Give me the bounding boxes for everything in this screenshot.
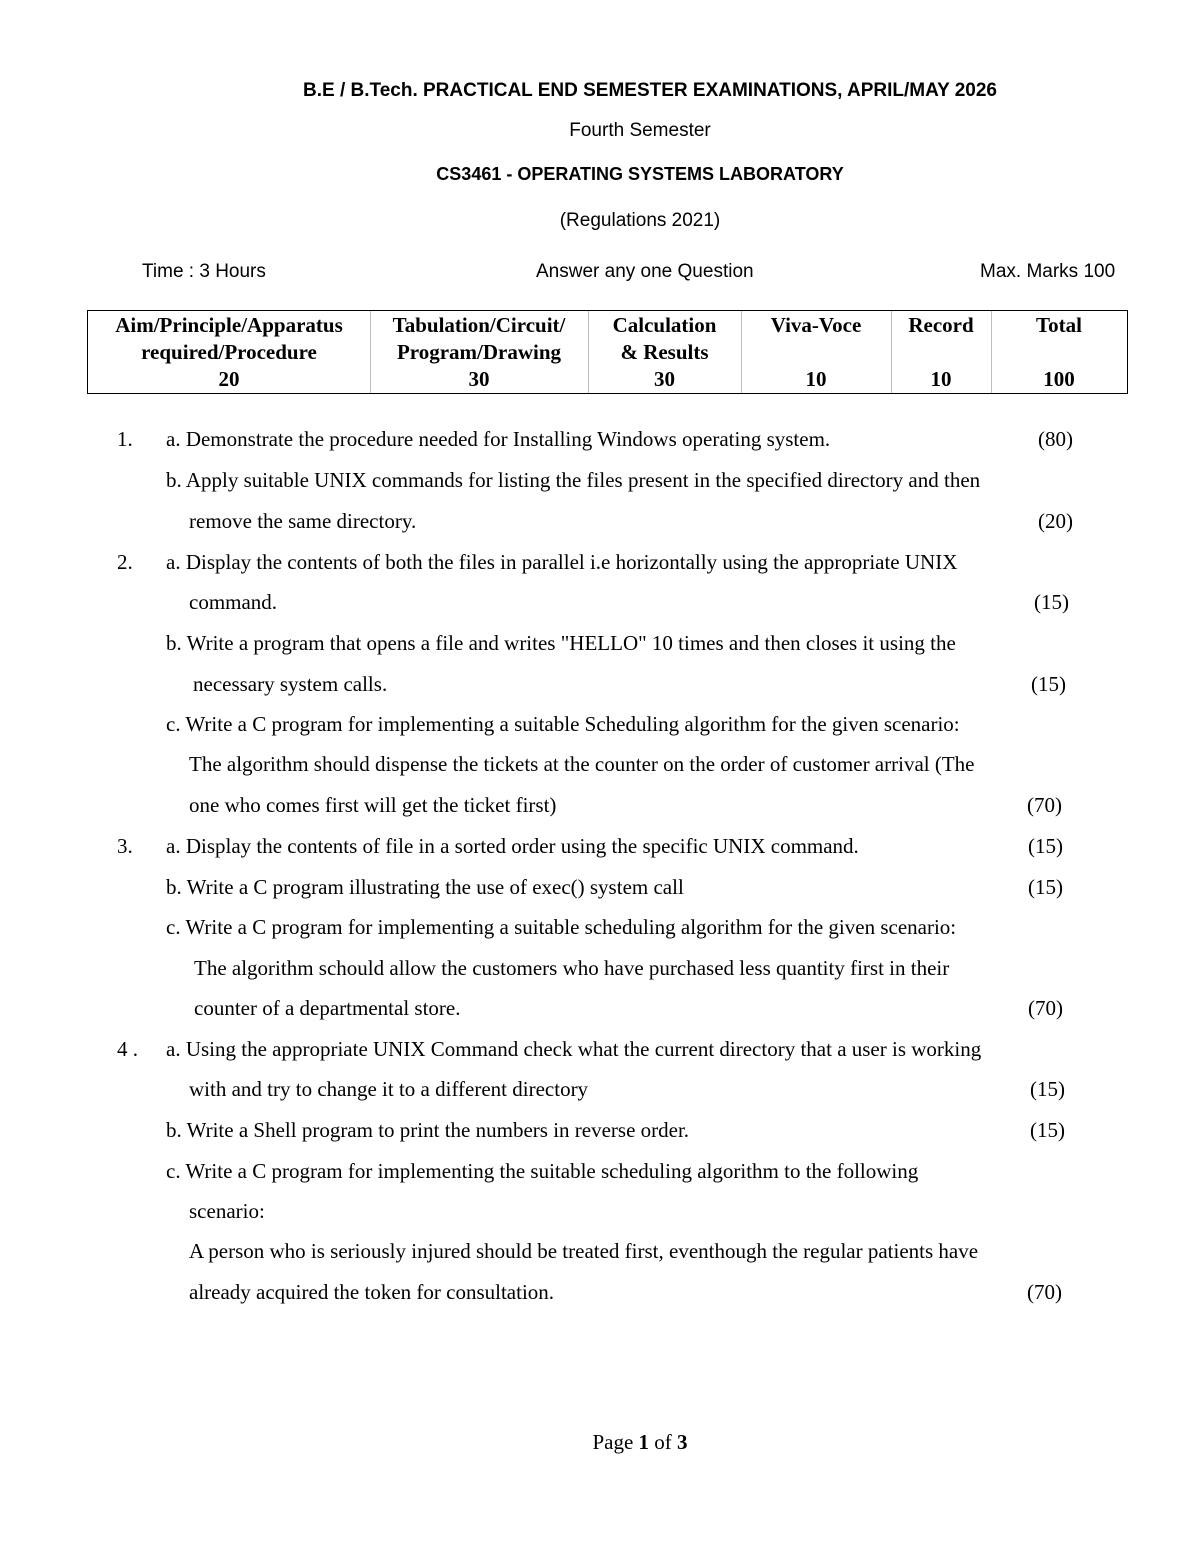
marks-column-value: 30 xyxy=(654,367,675,391)
question-marks: (70) xyxy=(1027,793,1062,817)
marks-column-heading: Total xyxy=(1036,313,1082,337)
question-text: b. Write a program that opens a file and writes "HELLO" 10 times and then closes it using the xyxy=(166,631,956,655)
total-pages-number: 3 xyxy=(677,1430,688,1454)
marks-column-viva xyxy=(741,311,891,393)
semester-label: Fourth Semester xyxy=(569,120,711,141)
question-marks: (15) xyxy=(1031,672,1066,696)
question-text: c. Write a C program for implementing the suitable scheduling algorithm to the following xyxy=(166,1159,919,1183)
question-marks: (20) xyxy=(1038,509,1073,533)
marks-distribution-table xyxy=(87,310,1128,394)
question-text: The algorithm schould allow the customers who have purchased less quantity first in their xyxy=(194,956,950,980)
marks-column-heading: Aim/Principle/Apparatus required/Procedure xyxy=(115,313,343,364)
question-text: necessary system calls. xyxy=(193,672,388,696)
question-text: a. Demonstrate the procedure needed for Installing Windows operating system. xyxy=(166,427,831,451)
question-marks: (15) xyxy=(1028,875,1063,899)
question-text: already acquired the token for consultation. xyxy=(189,1280,555,1304)
question-marks: (70) xyxy=(1028,996,1063,1020)
question-text: one who comes first will get the ticket first) xyxy=(189,793,557,817)
marks-column-total xyxy=(991,311,1127,393)
marks-column-heading: Tabulation/Circuit/ Program/Drawing xyxy=(392,313,566,364)
question-text: a. Using the appropriate UNIX Command check what the current directory that a user is working xyxy=(166,1037,982,1061)
current-page-number: 1 xyxy=(638,1430,650,1454)
marks-column-value: 100 xyxy=(1043,367,1075,391)
marks-column-value: 20 xyxy=(218,367,240,391)
marks-column-heading: Record xyxy=(908,313,974,337)
question-text: remove the same directory. xyxy=(189,509,417,533)
question-text: command. xyxy=(189,590,278,614)
question-text: b. Write a Shell program to print the numbers in reverse order. xyxy=(166,1118,690,1142)
question-text: c. Write a C program for implementing a suitable Scheduling algorithm for the given scenario: xyxy=(166,712,960,736)
question-number: 1. xyxy=(117,427,133,451)
question-marks: (80) xyxy=(1038,427,1073,451)
marks-column-calculation xyxy=(588,311,741,393)
question-number: 3. xyxy=(117,834,133,858)
question-text: b. Apply suitable UNIX commands for listing the files present in the specified directory and then xyxy=(166,468,981,492)
marks-column-heading: Viva-Voce xyxy=(770,313,862,337)
of-word: of xyxy=(649,1430,678,1454)
max-marks-label: Max. Marks 100 xyxy=(980,261,1116,282)
instruction-label: Answer any one Question xyxy=(536,261,754,282)
question-text: a. Display the contents of file in a sorted order using the specific UNIX command. xyxy=(166,834,859,858)
question-marks: (15) xyxy=(1034,590,1069,614)
question-marks: (15) xyxy=(1030,1077,1065,1101)
question-text: counter of a departmental store. xyxy=(194,996,461,1020)
course-title: CS3461 - OPERATING SYSTEMS LABORATORY xyxy=(436,164,844,184)
marks-column-tabulation xyxy=(370,311,588,393)
question-marks: (15) xyxy=(1028,834,1063,858)
question-marks: (70) xyxy=(1027,1280,1062,1304)
question-number: 4 . xyxy=(117,1037,138,1061)
marks-column-value: 30 xyxy=(468,367,490,391)
time-label: Time : 3 Hours xyxy=(142,261,266,282)
question-text: scenario: xyxy=(189,1199,265,1223)
regulations-label: (Regulations 2021) xyxy=(559,210,721,231)
question-text: The algorithm should dispense the tickets at the counter on the order of customer arrival (The xyxy=(189,752,975,776)
marks-column-aim xyxy=(88,311,370,393)
page-number-footer xyxy=(40,1430,1200,1455)
marks-column-heading: Calculation & Results xyxy=(612,313,717,364)
question-marks: (15) xyxy=(1030,1118,1065,1142)
page-word: Page xyxy=(592,1430,639,1454)
question-number: 2. xyxy=(117,550,133,574)
marks-column-value: 10 xyxy=(805,367,827,391)
exam-title: B.E / B.Tech. PRACTICAL END SEMESTER EXAMINATIONS, APRIL/MAY 2026 xyxy=(303,80,997,101)
question-text: b. Write a C program illustrating the use of exec() system call xyxy=(166,875,684,899)
question-text: with and try to change it to a different directory xyxy=(189,1077,589,1101)
marks-column-value: 10 xyxy=(930,367,952,391)
question-text: a. Display the contents of both the files in parallel i.e horizontally using the appropriate UNIX xyxy=(166,550,958,574)
marks-column-record xyxy=(891,311,991,393)
question-text: c. Write a C program for implementing a suitable scheduling algorithm for the given scenario: xyxy=(166,915,957,939)
question-text: A person who is seriously injured should be treated first, eventhough the regular patients have xyxy=(189,1239,979,1263)
